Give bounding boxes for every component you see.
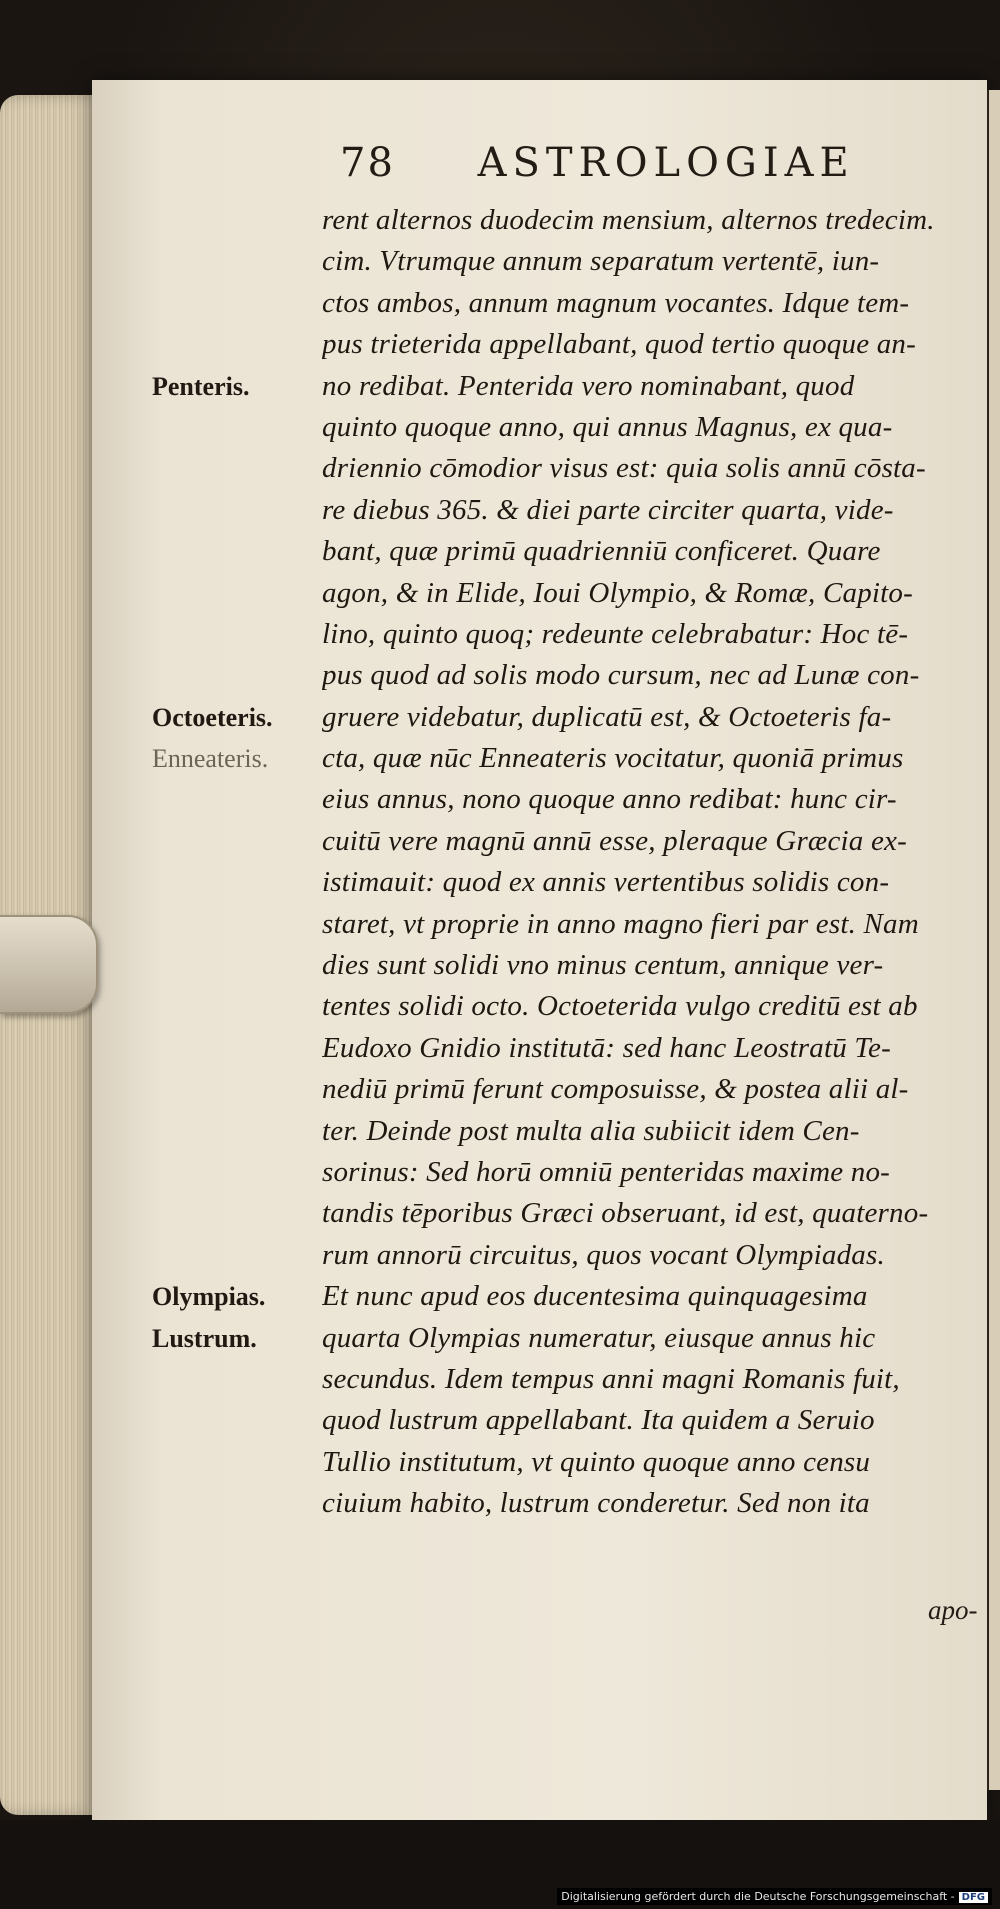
- marginal-note: Enneateris.: [152, 744, 269, 774]
- text-line: driennio cōmodior visus est: quia solis annū cōsta-: [322, 452, 926, 485]
- text-line: re diebus 365. & diei parte circiter quarta, vide-: [322, 493, 894, 526]
- text-line: cuitū vere magnū annū esse, pleraque Græcia ex-: [322, 824, 907, 857]
- text-line: dies sunt solidi vno minus centum, annique ver-: [322, 949, 884, 982]
- text-line: eius annus, nono quoque anno redibat: hunc cir-: [322, 783, 897, 816]
- text-line: agon, & in Elide, Ioui Olympio, & Romæ, Capito-: [322, 576, 913, 609]
- scanner-bottom-band: [0, 1820, 1000, 1909]
- text-line: Eudoxo Gnidio institutā: sed hanc Leostratū Te-: [322, 1031, 891, 1064]
- text-line: cim. Vtrumque annum separatum vertentē, iun-: [322, 245, 880, 278]
- text-line: istimauit: quod ex annis vertentibus solidis con-: [322, 866, 890, 899]
- text-line: tentes solidi octo. Octoeterida vulgo creditū est ab: [322, 990, 918, 1023]
- text-line: secundus. Idem tempus anni magni Romanis fuit,: [322, 1362, 900, 1395]
- text-line: nediū primū ferunt composuisse, & postea alii al-: [322, 1073, 909, 1106]
- dfg-logo: DFG: [959, 1892, 988, 1903]
- marginal-note: Olympias.: [152, 1282, 266, 1312]
- running-head: [340, 140, 900, 186]
- text-line: bant, quæ primū quadrienniū conficeret. Quare: [322, 535, 881, 568]
- text-line: cta, quæ nūc Enneateris vocitatur, quoniā primus: [322, 742, 904, 775]
- marginal-note: Lustrum.: [152, 1323, 257, 1353]
- marginal-note: Penteris.: [152, 371, 250, 401]
- text-line: gruere videbatur, duplicatū est, & Octoeteris fa-: [322, 700, 892, 733]
- running-title: ASTROLOGIAE: [477, 140, 855, 186]
- text-line: quod lustrum appellabant. Ita quidem a Seruio: [322, 1404, 875, 1437]
- digitization-credit: [557, 1888, 992, 1905]
- catchword: apo-: [928, 1595, 978, 1625]
- text-line: lino, quinto quoq; redeunte celebrabatur: Hoc tē-: [322, 617, 909, 650]
- body-text: [322, 200, 992, 1525]
- text-line: ter. Deinde post multa alia subiicit idem Cen-: [322, 1114, 860, 1147]
- page-number: 78: [340, 140, 395, 186]
- text-line: quinto quoque anno, qui annus Magnus, ex qua-: [322, 410, 893, 443]
- text-line: no redibat. Penterida vero nominabant, quod: [322, 369, 855, 402]
- text-line: pus trieterida appellabant, quod tertio quoque an-: [322, 328, 916, 361]
- text-line: Tullio institutum, vt quinto quoque anno censu: [322, 1445, 871, 1478]
- text-line: pus quod ad solis modo cursum, nec ad Lunæ con-: [322, 659, 920, 692]
- text-line: sorinus: Sed horū omniū penteridas maxime no-: [322, 1155, 891, 1188]
- text-line: ciuium habito, lustrum conderetur. Sed non ita: [322, 1487, 870, 1520]
- text-line: staret, vt proprie in anno magno fieri par est. Nam: [322, 907, 919, 940]
- text-line: tandis tēporibus Græci obseruant, id est, quaterno-: [322, 1197, 929, 1230]
- text-line: rum annorū circuitus, quos vocant Olympiadas.: [322, 1238, 885, 1271]
- text-line: ctos ambos, annum magnum vocantes. Idque tem-: [322, 286, 910, 319]
- text-line: Et nunc apud eos ducentesima quinquagesima: [322, 1280, 868, 1313]
- credit-text: Digitalisierung gefördert durch die Deutsche Forschungsgemeinschaft -: [561, 1890, 955, 1903]
- text-line: rent alternos duodecim mensium, alternos tredecim.: [322, 204, 935, 236]
- marginal-note: Octoeteris.: [152, 702, 273, 732]
- text-line: quarta Olympias numeratur, eiusque annus hic: [322, 1321, 876, 1354]
- page-clip: [0, 915, 98, 1014]
